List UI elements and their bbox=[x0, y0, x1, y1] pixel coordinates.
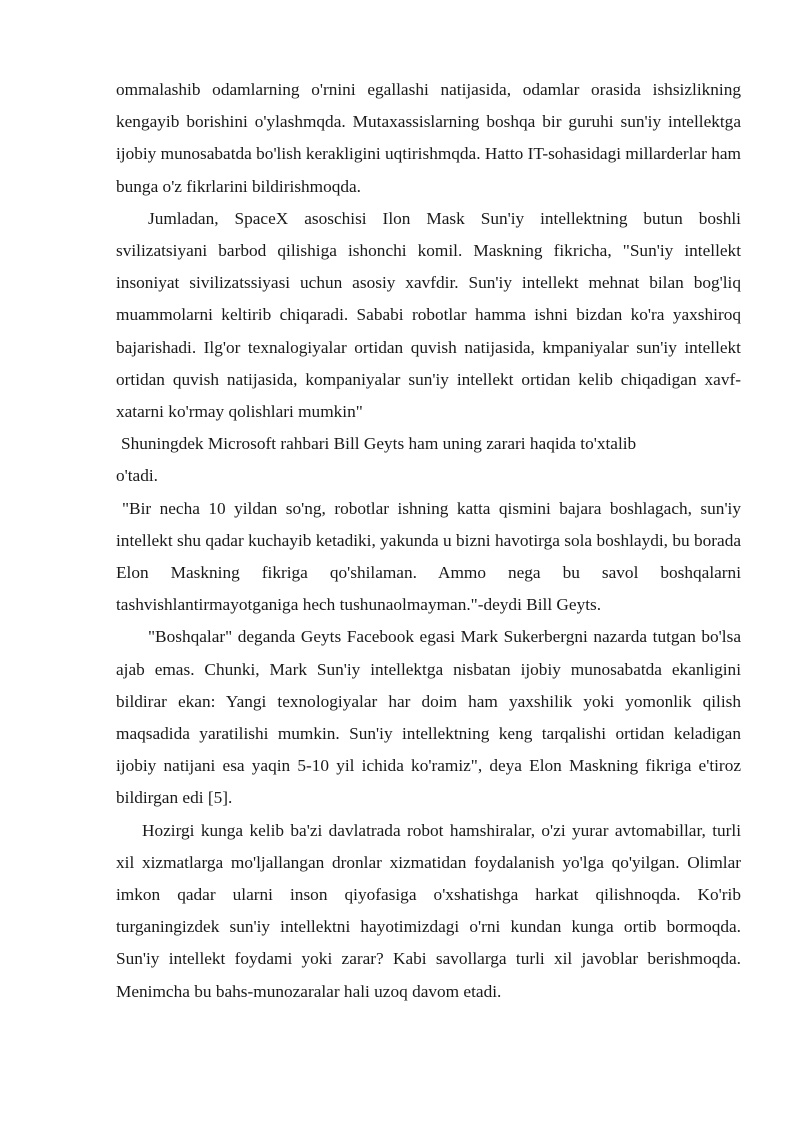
paragraph-bill-gates-intro: Shuningdek Microsoft rahbari Bill Geyts ham uning zarari haqida to'xtalib bbox=[121, 434, 637, 454]
paragraph-unemployment: ommalashib odamlarning o'rnini egallashi natijasida, odamlar orasida ishsizlikning kengayib borishini o'ylashmqda. Mutaxassislarning boshqa bir guruhi sun'iy intellektga ijobiy munosabatda bo'lish kerakligini uqtirishmqda. Hatto IT-sohasidagi millarderlar ham bunga o'z fikrlarini bildirishmoqda. bbox=[116, 80, 741, 196]
paragraph-zuckerberg: "Boshqalar" deganda Geyts Facebook egasi Mark Sukerbergni nazarda tutgan bo'lsa ajab emas. Chunki, Mark Sun'iy intellektga nisbatan ijobiy munosabatda ekanligini bildirar ekan: Yangi texnologiyalar har doim ham yaxshilik yoki yomonlik qilish maqsadida yaratilishi mumkin. Sun'iy intellektning keng tarqalishi ortidan keladigan ijobiy natijani esa yaqin 5-10 yil ichida ko'ramiz", deya Elon Maskning fikriga e'tiroz bildirgan edi [5]. bbox=[116, 627, 741, 808]
paragraph-elon-musk: Jumladan, SpaceX asoschisi Ilon Mask Sun'iy intellektning butun boshli svilizatsiyani barbod qilishiga ishonchi komil. Maskning fikricha, "Sun'iy intellekt insoniyat sivilizatssiyasi uchun asosiy xavfdir. Sun'iy intellekt mehnat bilan bog'liq muammolarni keltirib chiqaradi. Sababi robotlar hamma ishni bizdan ko'ra yaxshiroq bajarishadi. Ilg'or texnalogiyalar ortidan quvish natijasida, kmpaniyalar sun'iy intellekt ortidan quvish natijasida, kompaniyalar sun'iy intellekt ortidan kelib chiqadigan xavf-xatarni ko'rmay qolishlari mumkin" bbox=[116, 208, 741, 422]
paragraph-bill-gates-intro-end: o'tadi. bbox=[116, 466, 158, 486]
document-body bbox=[116, 74, 741, 1008]
paragraph-bill-gates-quote: "Bir necha 10 yildan so'ng, robotlar ishning katta qismini bajara boshlagach, sun'iy intellekt shu qadar kuchayib ketadiki, yakunda u bizni havotirga sola boshlaydi, bu borada Elon Maskning fikriga qo'shilaman. Ammo nega bu savol boshqalarni tashvishlantirmayotganiga hech tushunaolmayman."-deydi Bill Geyts. bbox=[116, 498, 741, 615]
paragraph-conclusion: Hozirgi kunga kelib ba'zi davlatrada robot hamshiralar, o'zi yurar avtomabillar, turli xil xizmatlarga mo'ljallangan dronlar xizmatidan foydalanish yo'lga qo'yilgan. Olimlar imkon qadar ularni inson qiyofasiga o'xshatishga harkat qilishnoqda. Ko'rib turganingizdek sun'iy intellektni hayotimizdagi o'rni kundan kunga ortib bormoqda. Sun'iy intellekt foydami yoki zarar? Kabi savollarga turli xil javoblar berishmoqda. Menimcha bu bahs-munozaralar hali uzoq davom etadi. bbox=[116, 820, 741, 1001]
